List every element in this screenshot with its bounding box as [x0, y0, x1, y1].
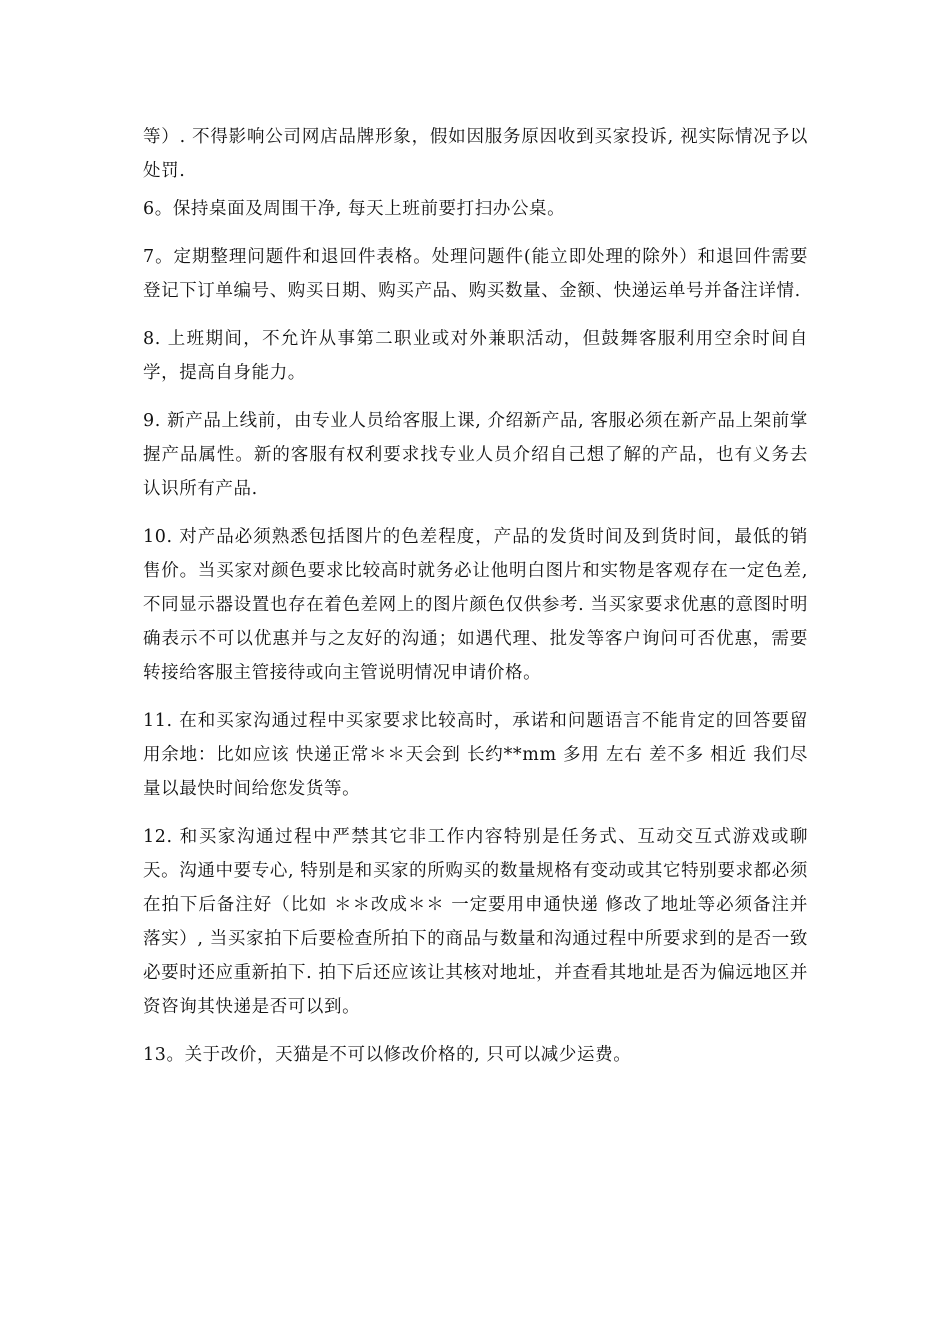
- paragraph-item-7: 7。定期整理问题件和退回件表格。处理问题件(能立即处理的除外）和退回件需要登记下订单编号、购买日期、购买产品、购买数量、金额、快递运单号并备注详情.: [143, 247, 808, 301]
- paragraph-item-10: 10. 对产品必须熟悉包括图片的色差程度，产品的发货时间及到货时间，最低的销售价。当买家对颜色要求比较高时就务必让他明白图片和实物是客观存在一定色差, 不同显示器设置也存在着色差网上的图片颜色仅供参考. 当买家要求优惠的意图时明确表示不可以优惠并与之友好的沟通；如遇代理、批发等客户询问可否优惠，需要转接给客服主管接待或向主管说明情况申请价格。: [143, 527, 808, 683]
- paragraph-item-11: 11. 在和买家沟通过程中买家要求比较高时，承诺和问题语言不能肯定的回答要留用余地：比如应该 快递正常＊＊天会到 长约**mm 多用 左右 差不多 相近 我们尽量以最快时间给您发货等。: [143, 711, 808, 799]
- paragraph-item-5-continued: 等）. 不得影响公司网店品牌形象，假如因服务原因收到买家投诉, 视实际情况予以处罚.: [143, 127, 808, 181]
- document-body: [143, 120, 808, 1086]
- paragraph-item-12: 12. 和买家沟通过程中严禁其它非工作内容特别是任务式、互动交互式游戏或聊天。沟通中要专心, 特别是和买家的所购买的数量规格有变动或其它特别要求都必须在拍下后备注好（比如 ＊＊改成＊＊ 一定要用申通快递 修改了地址等必须备注并落实）, 当买家拍下后要检查所拍下的商品与数量和沟通过程中所要求到的是否一致必要时还应重新拍下. 拍下后还应该让其核对地址，并查看其地址是否为偏远地区并资咨询其快递是否可以到。: [143, 827, 808, 1017]
- paragraph-item-13: 13。关于改价，天猫是不可以修改价格的, 只可以减少运费。: [143, 1045, 632, 1065]
- paragraph-item-8: 8. 上班期间，不允许从事第二职业或对外兼职活动，但鼓舞客服利用空余时间自学，提高自身能力。: [143, 329, 808, 383]
- paragraph-item-6: 6。保持桌面及周围干净, 每天上班前要打扫办公桌。: [143, 199, 566, 219]
- paragraph-item-9: 9. 新产品上线前，由专业人员给客服上课, 介绍新产品, 客服必须在新产品上架前掌握产品属性。新的客服有权利要求找专业人员介绍自己想了解的产品，也有义务去认识所有产品.: [143, 411, 808, 499]
